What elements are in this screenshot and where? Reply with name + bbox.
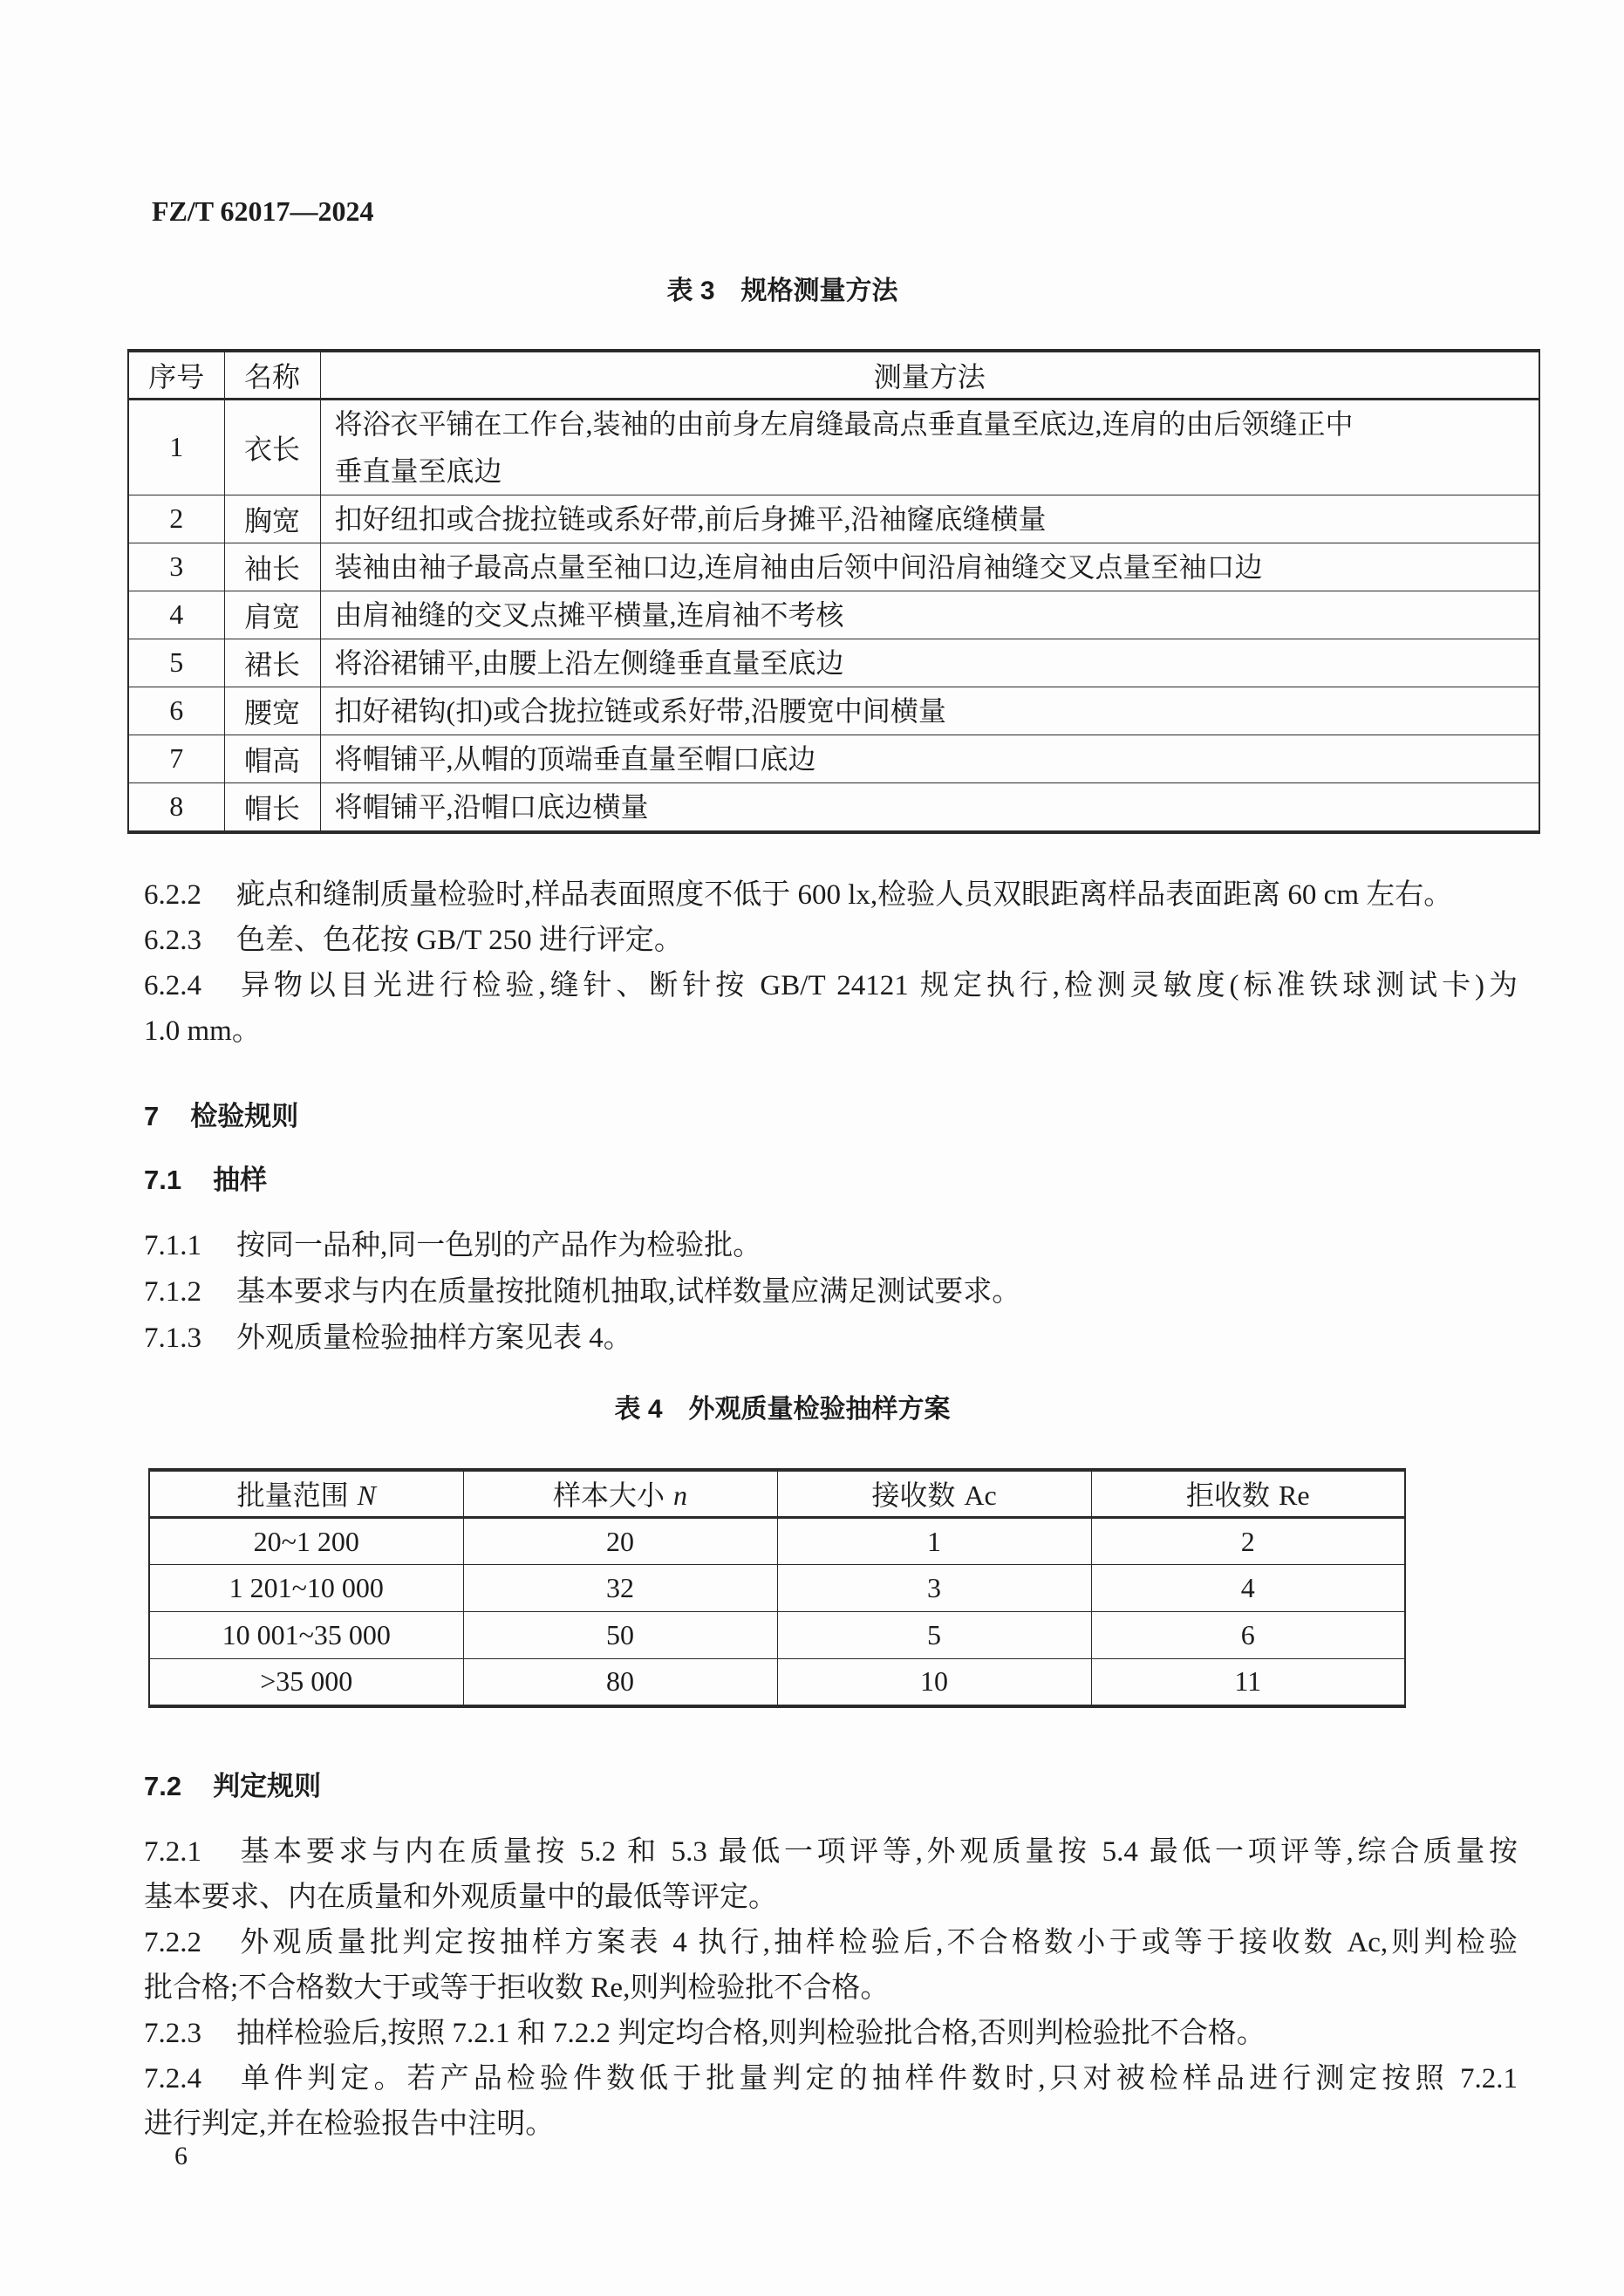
clause-6-2-2 [144,872,1518,918]
table-row [128,495,1539,543]
clause-text: 按同一品种,同一色别的产品作为检验批。 [236,1229,762,1261]
section-7-1-heading [144,1161,1540,1199]
clause-text: 批合格;不合格数大于或等于拒收数 Re,则判检验批不合格。 [144,1971,890,2004]
doc-code: FZ/T 62017—2024 [152,195,374,227]
clause-number: 6.2.2 [144,878,201,911]
section-title: 判定规则 [213,1770,322,1801]
clause-text: 外观质量检验抽样方案见表 4。 [236,1322,632,1354]
clause-number: 7.1.1 [144,1229,201,1261]
clause-number: 7.1.3 [144,1322,201,1354]
clause-number: 7.2.3 [144,2017,201,2049]
page-content [0,194,1624,2147]
row-method: 将浴衣平铺在工作台,装袖的由前身左肩缝最高点垂直量至底边,连肩的由后领缝正中 垂直量至底边 [320,399,1539,495]
row-method: 扣好纽扣或合拢拉链或系好带,前后身摊平,沿袖窿底缝横量 [320,495,1539,543]
section-7-2-heading [144,1767,1540,1806]
clause-text: 基本要求与内在质量按批随机抽取,试样数量应满足测试要求。 [236,1275,1021,1308]
row-name: 胸宽 [224,495,320,543]
row-no: 1 [128,399,224,495]
table4-header-accept: 接收数 Ac [777,1470,1091,1518]
row-name: 帽长 [224,782,320,832]
table3-header-method: 测量方法 [320,351,1539,399]
clause-7-1-2 [144,1269,1518,1315]
table-row [128,735,1539,782]
table3-measurement-methods [127,349,1540,834]
row-method: 由肩袖缝的交叉点摊平横量,连肩袖不考核 [320,591,1539,639]
table-row [128,687,1539,735]
clause-7-1-3 [144,1315,1518,1362]
row-method: 装袖由袖子最高点量至袖口边,连肩袖由后领中间沿肩袖缝交叉点量至袖口边 [320,543,1539,591]
table3-caption-label: 表 3 [666,277,715,305]
row-name: 肩宽 [224,591,320,639]
row-name: 袖长 [224,543,320,591]
section-title: 抽样 [213,1164,268,1195]
clause-7-2-1 [144,1829,1518,1920]
table-row: 1 201~10 000 32 3 4 [149,1565,1405,1612]
clause-number: 7.2.1 [144,1835,201,1868]
clause-text: 色差、色花按 GB/T 250 进行评定。 [236,924,683,956]
table-row: 10 001~35 000 50 5 6 [149,1612,1405,1659]
table4-caption [144,1392,1421,1427]
clause-7-2-3 [144,2011,1518,2056]
clause-text: 1.0 mm。 [144,1015,261,1047]
row-no: 2 [128,495,224,543]
table4-sampling-plan [148,1468,1406,1708]
clauses-7-2 [144,1829,1518,2147]
clause-number: 6.2.4 [144,969,201,1001]
clauses-6-2 [144,872,1518,1054]
clause-text: 基本要求、内在质量和外观质量中的最低等评定。 [144,1881,777,1913]
table-row [128,782,1539,832]
clause-text: 进行判定,并在检验报告中注明。 [144,2108,555,2140]
section-number: 7.1 [144,1164,182,1195]
clause-7-2-4 [144,2056,1518,2147]
page-number: 6 [174,2142,188,2170]
table-row [128,399,1539,495]
row-no: 8 [128,782,224,832]
clause-7-2-2 [144,1920,1518,2011]
row-method: 将帽铺平,沿帽口底边横量 [320,782,1539,832]
table3-caption [144,274,1421,309]
clause-text: 外观质量批判定按抽样方案表 4 执行,抽样检验后,不合格数小于或等于接收数 Ac,则判检验 [236,1926,1518,1958]
row-no: 3 [128,543,224,591]
table3-header-row [128,351,1539,399]
clause-number: 7.2.4 [144,2062,201,2094]
table-row: 20~1 200 20 1 2 [149,1518,1405,1565]
section-7-heading [144,1097,1540,1136]
clause-number: 7.2.2 [144,1926,201,1958]
row-method: 将帽铺平,从帽的顶端垂直量至帽口底边 [320,735,1539,782]
clause-number: 7.1.2 [144,1275,201,1308]
table4-header-row [149,1470,1405,1518]
clause-text: 抽样检验后,按照 7.2.1 和 7.2.2 判定均合格,则判检验批合格,否则判检验批不合格。 [236,2017,1266,2049]
row-name: 腰宽 [224,687,320,735]
table4-header-sample-size: 样本大小 n [463,1470,777,1518]
table-row [128,639,1539,687]
row-method: 扣好裙钩(扣)或合拢拉链或系好带,沿腰宽中间横量 [320,687,1539,735]
clause-text: 单件判定。若产品检验件数低于批量判定的抽样件数时,只对被检样品进行测定按照 7.2.1 [236,2062,1518,2094]
table4-caption-label: 表 4 [614,1394,663,1424]
row-name: 帽高 [224,735,320,782]
table3-caption-text: 规格测量方法 [740,277,898,305]
row-no: 4 [128,591,224,639]
clause-6-2-3 [144,918,1518,963]
row-method: 将浴裙铺平,由腰上沿左侧缝垂直量至底边 [320,639,1539,687]
row-name: 裙长 [224,639,320,687]
row-name: 衣长 [224,399,320,495]
table-row [128,543,1539,591]
row-no: 5 [128,639,224,687]
clauses-7-1 [144,1223,1518,1362]
clause-text: 疵点和缝制质量检验时,样品表面照度不低于 600 lx,检验人员双眼距离样品表面距离 60 cm 左右。 [236,878,1453,911]
table-row: >35 000 80 10 11 [149,1659,1405,1706]
section-title: 检验规则 [190,1100,299,1131]
clause-6-2-4 [144,963,1518,1054]
clause-7-1-1 [144,1223,1518,1269]
section-number: 7 [144,1100,160,1131]
row-no: 6 [128,687,224,735]
section-number: 7.2 [144,1770,182,1801]
clause-text: 异物以目光进行检验,缝针、断针按 GB/T 24121 规定执行,检测灵敏度(标准铁球测试卡)为 [236,969,1518,1001]
table-row [128,591,1539,639]
clause-number: 6.2.3 [144,924,201,956]
table3-header-name: 名称 [224,351,320,399]
table4-caption-text: 外观质量检验抽样方案 [688,1394,951,1424]
table4-header-reject: 拒收数 Re [1091,1470,1405,1518]
table4-header-batch-range: 批量范围 N [149,1470,463,1518]
table3-header-no: 序号 [128,351,224,399]
clause-text: 基本要求与内在质量按 5.2 和 5.3 最低一项评等,外观质量按 5.4 最低一项评等,综合质量按 [236,1835,1518,1868]
row-no: 7 [128,735,224,782]
